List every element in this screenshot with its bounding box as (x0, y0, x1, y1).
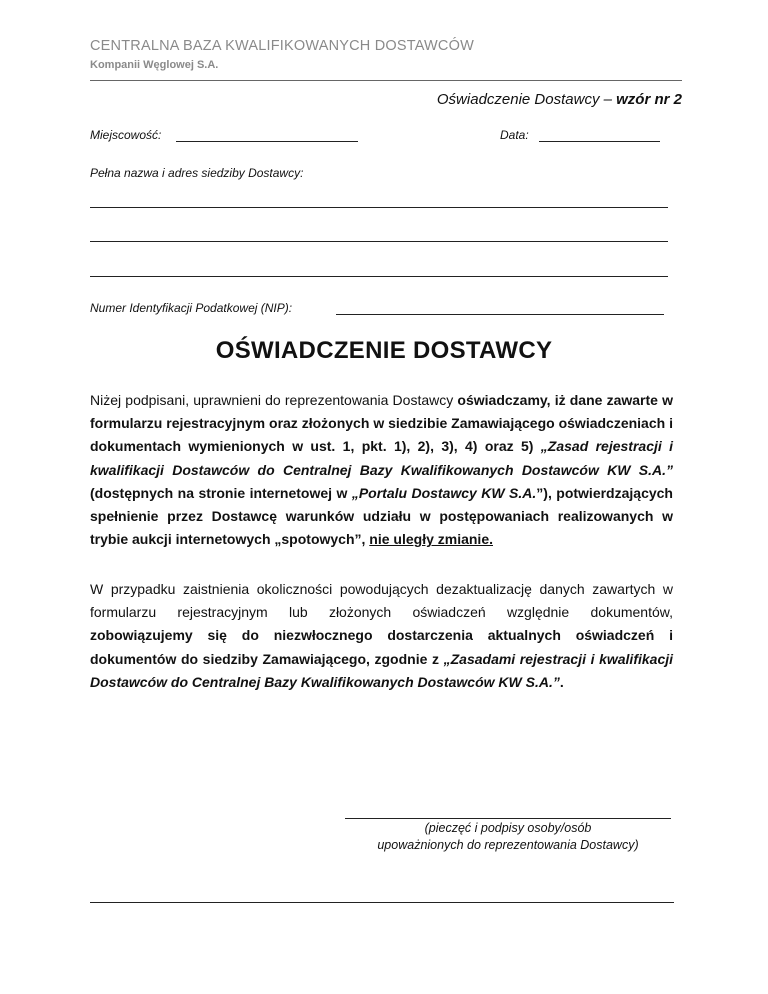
signature-line[interactable] (345, 818, 671, 819)
nip-field[interactable] (336, 314, 664, 315)
organization-subtitle: Kompanii Węglowej S.A. (90, 59, 219, 71)
signature-caption-line1: (pieczęć i podpisy osoby/osób (424, 821, 592, 835)
date-label: Data: (500, 128, 529, 142)
footer-divider (90, 902, 674, 903)
organization-name: CENTRALNA BAZA KWALIFIKOWANYCH DOSTAWCÓW (90, 38, 474, 54)
header-divider (90, 80, 682, 81)
declaration-paragraph: Niżej podpisani, uprawnieni do reprezentowania Dostawcy oświadczamy, iż dane zawarte w formularzu rejestracyjnym oraz złożonych w siedzibie Zamawiającego oświadczeniach i dokumentach wymienionych w ust. 1, pkt. 1), 2), 3), 4) oraz 5) „Zasad rejestracji i kwalifikacji Dostawców do Centralnej Bazy Kwalifikowanych Dostawców KW S.A.” (dostępnych na stronie internetowej w „Portalu Dostawcy KW S.A.”), potwierdzających spełnienie przez Dostawcę warunków udziału w postępowaniach realizowanych w trybie aukcji internetowych „spotowych”, nie uległy zmianie. (90, 392, 674, 548)
name-address-line-2[interactable] (90, 241, 668, 242)
city-label: Miejscowość: (90, 128, 162, 142)
document-heading: OŚWIADCZENIE DOSTAWCY (215, 337, 553, 364)
date-field[interactable] (539, 141, 660, 142)
signature-caption-line2: upoważnionych do reprezentowania Dostawcy) (377, 838, 639, 852)
name-address-line-3[interactable] (90, 276, 668, 277)
form-model-number: wzór nr 2 (616, 91, 682, 108)
city-field[interactable] (176, 141, 358, 142)
nip-label: Numer Identyfikacji Podatkowej (NIP): (90, 301, 293, 315)
form-title-prefix: Oświadczenie Dostawcy – (436, 91, 617, 108)
form-title (437, 91, 682, 108)
name-address-label: Pełna nazwa i adres siedziby Dostawcy: (90, 166, 304, 180)
obligation-paragraph: W przypadku zaistnienia okoliczności powodujących dezaktualizację danych zawartych w formularzu rejestracyjnym lub złożonych oświadczeń względnie dokumentów, zobowiązujemy się do niezwłocznego dostarczenia aktualnych oświadczeń i dokumentów do siedziby Zamawiającego, zgodnie z „Zasadami rejestracji i kwalifikacji Dostawców do Centralnej Bazy Kwalifikowanych Dostawców KW S.A.”. (90, 581, 674, 690)
name-address-line-1[interactable] (90, 207, 668, 208)
